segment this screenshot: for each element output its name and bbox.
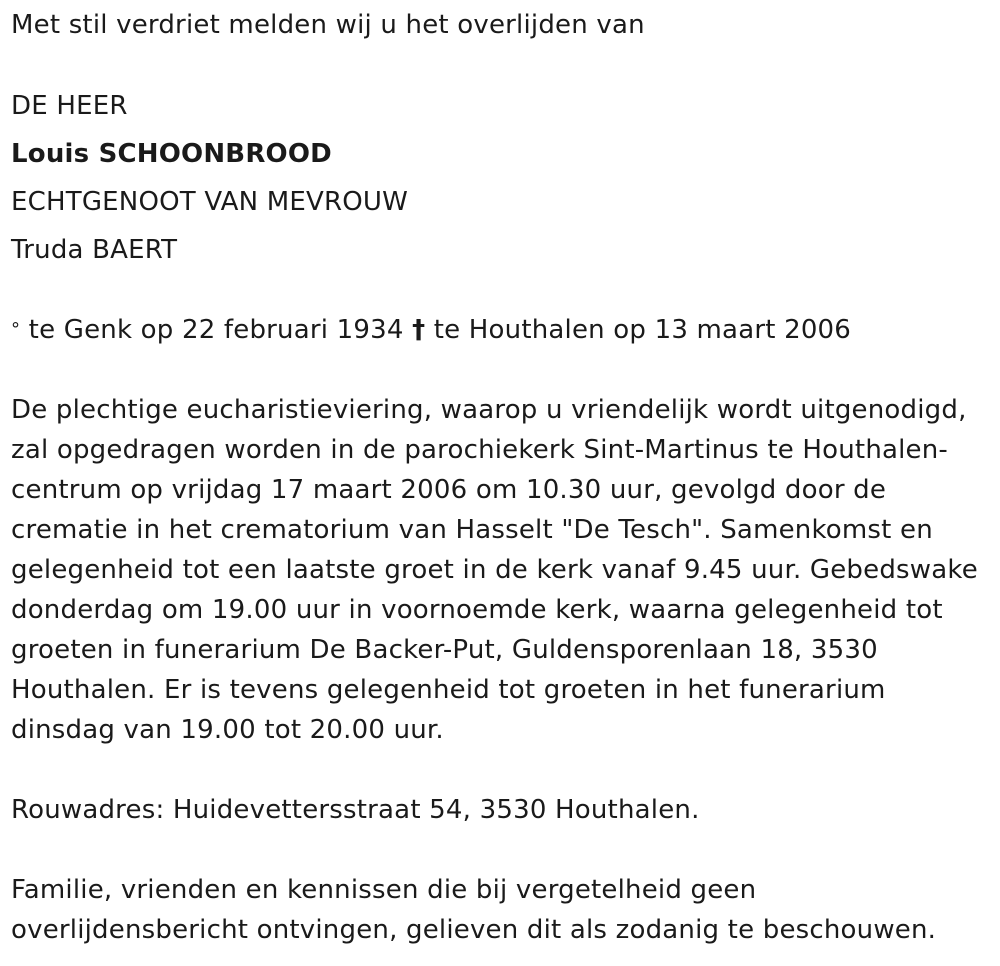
closing-paragraph	[11, 870, 996, 950]
birth-symbol: °	[11, 319, 21, 340]
ceremony-line: De plechtige eucharistieviering, waarop u vriendelijk wordt uitgenodigd,	[11, 395, 967, 425]
ceremony-line: donderdag om 19.00 uur in voornoemde kerk, waarna gelegenheid tot	[11, 595, 943, 625]
deceased-name: Louis SCHOONBROOD	[11, 139, 332, 169]
closing-line: Familie, vrienden en kennissen die bij vergetelheid geen	[11, 875, 757, 905]
intro-text: Met stil verdriet melden wij u het overlijden van	[11, 10, 645, 40]
mourning-address: Rouwadres: Huidevettersstraat 54, 3530 Houthalen.	[11, 795, 700, 825]
ceremony-line: dinsdag van 19.00 tot 20.00 uur.	[11, 715, 444, 745]
ceremony-line: crematie in het crematorium van Hasselt "De Tesch". Samenkomst en	[11, 515, 933, 545]
spouse-label: ECHTGENOOT VAN MEVROUW	[11, 187, 409, 217]
birth-text: te Genk op 22 februari 1934	[28, 315, 404, 345]
ceremony-paragraph	[11, 390, 996, 750]
ceremony-line: zal opgedragen worden in de parochiekerk Sint-Martinus te Houthalen-	[11, 435, 949, 465]
ceremony-line: centrum op vrijdag 17 maart 2006 om 10.30 uur, gevolgd door de	[11, 475, 887, 505]
ceremony-line: Houthalen. Er is tevens gelegenheid tot groeten in het funerarium	[11, 675, 886, 705]
title-prefix: DE HEER	[11, 91, 128, 121]
death-cross-icon: †	[412, 315, 426, 345]
death-text: te Houthalen op 13 maart 2006	[433, 315, 852, 345]
spouse-name: Truda BAERT	[11, 235, 178, 265]
ceremony-line: groeten in funerarium De Backer-Put, Guldensporenlaan 18, 3530	[11, 635, 878, 665]
ceremony-line: gelegenheid tot een laatste groet in de kerk vanaf 9.45 uur. Gebedswake	[11, 555, 978, 585]
closing-line: overlijdensbericht ontvingen, gelieven dit als zodanig te beschouwen.	[11, 915, 937, 945]
birth-death-line	[11, 310, 851, 350]
